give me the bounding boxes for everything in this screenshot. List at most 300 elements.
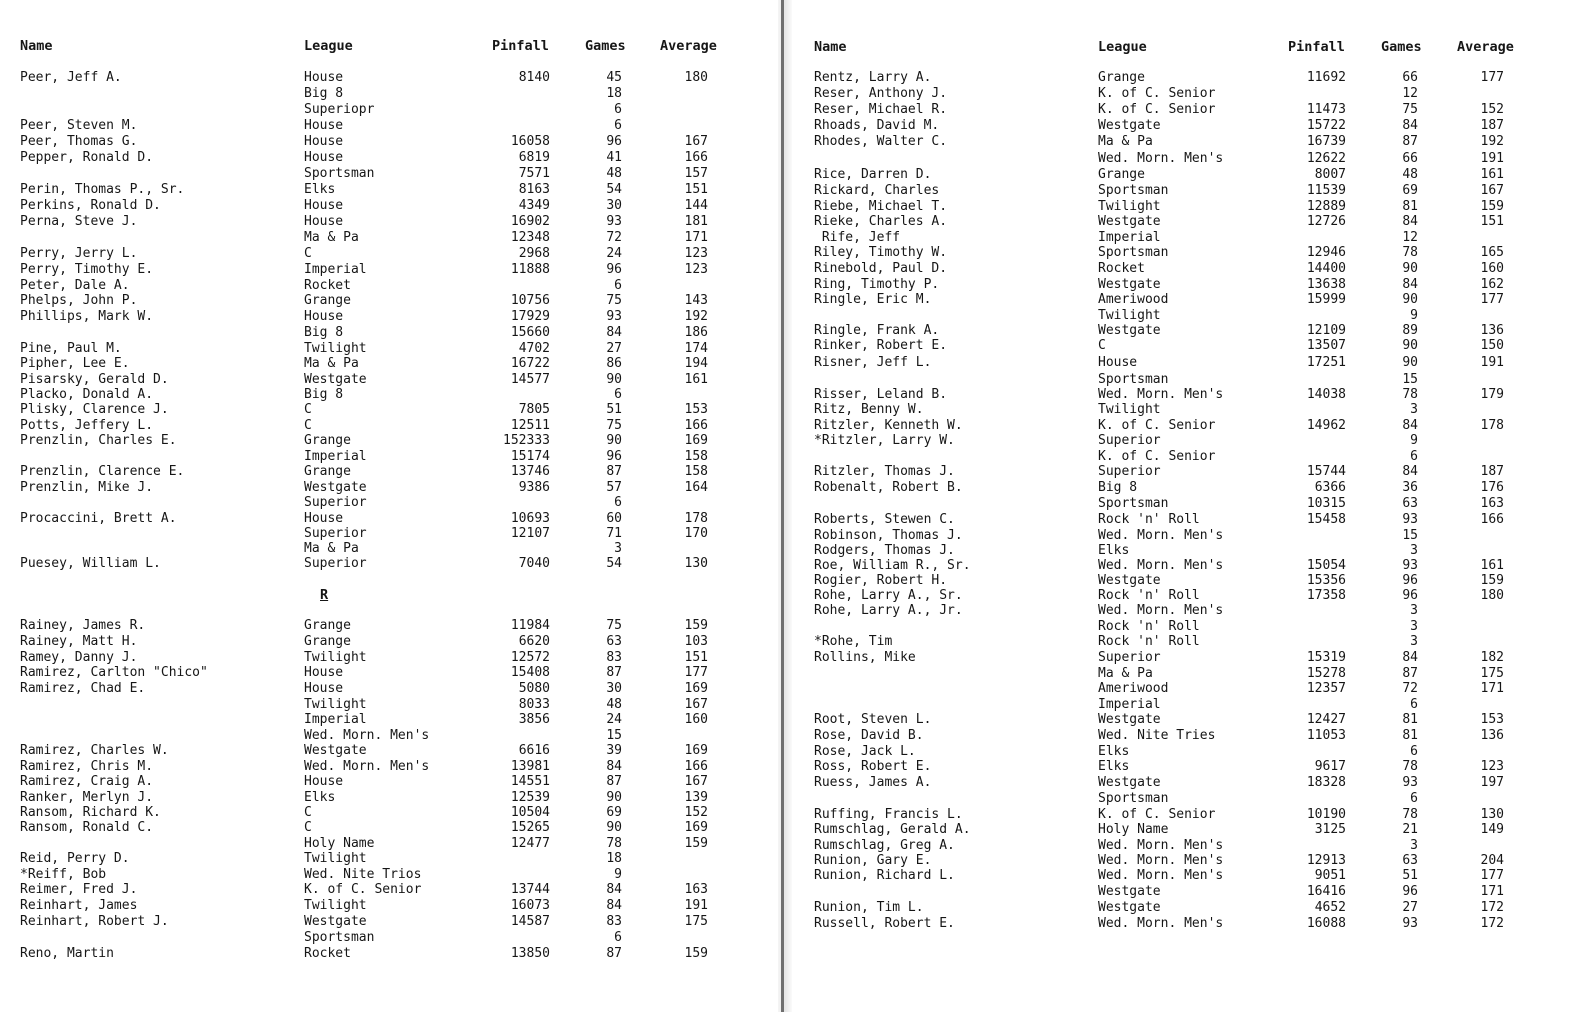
average-value: 167 xyxy=(684,697,708,712)
average-value: 160 xyxy=(684,712,708,727)
average-value: 169 xyxy=(684,433,708,448)
bowler-name: Ramirez, Chad E. xyxy=(20,681,146,696)
average-value: 159 xyxy=(1480,199,1504,214)
bowler-name: Reimer, Fred J. xyxy=(20,882,138,897)
average-value: 151 xyxy=(1480,214,1504,229)
bowler-name: Ramirez, Chris M. xyxy=(20,759,154,774)
bowler-name: Prenzlin, Mike J. xyxy=(20,480,154,495)
bowler-name: Reinhart, Robert J. xyxy=(20,914,169,929)
league-name: K. of C. Senior xyxy=(1098,807,1216,822)
pinfall-value: 10693 xyxy=(510,511,550,526)
pinfall-value: 14551 xyxy=(510,774,550,789)
league-name: Holy Name xyxy=(1098,822,1169,837)
pinfall-value: 12572 xyxy=(510,650,550,665)
table-row xyxy=(0,183,1590,199)
league-name: C xyxy=(304,805,312,820)
league-name: Sportsman xyxy=(304,930,375,945)
bowler-name: Pine, Paul M. xyxy=(20,341,122,356)
league-name: Twilight xyxy=(1098,402,1161,417)
games-value: 30 xyxy=(606,681,622,696)
average-value: 165 xyxy=(1480,245,1504,260)
league-name: Sportsman xyxy=(1098,372,1169,387)
pinfall-value: 6366 xyxy=(1314,480,1346,495)
league-name: Westgate xyxy=(1098,712,1161,727)
bowler-name: Phelps, John P. xyxy=(20,293,138,308)
league-name: House xyxy=(304,198,344,213)
table-row xyxy=(0,759,1590,775)
pinfall-value: 11053 xyxy=(1306,728,1346,743)
games-value: 3 xyxy=(1410,603,1418,618)
league-name: Grange xyxy=(304,433,351,448)
league-name: Imperial xyxy=(304,262,367,277)
bowler-name: Riley, Timothy W. xyxy=(814,245,948,260)
league-name: Superior xyxy=(1098,464,1161,479)
league-name: Big 8 xyxy=(304,325,344,340)
average-value: 169 xyxy=(684,820,708,835)
league-name: House xyxy=(1098,355,1138,370)
pinfall-value: 4652 xyxy=(1314,900,1346,915)
games-value: 54 xyxy=(606,556,622,571)
table-row xyxy=(0,372,1590,388)
average-value: 178 xyxy=(684,511,708,526)
bowler-name: Plisky, Clarence J. xyxy=(20,402,169,417)
games-value: 12 xyxy=(1402,86,1418,101)
pinfall-value: 14038 xyxy=(1306,387,1346,402)
bowler-name: Rife, Jeff xyxy=(814,230,901,245)
games-value: 57 xyxy=(606,480,622,495)
table-row xyxy=(0,775,1590,791)
league-name: Rock 'n' Roll xyxy=(1098,619,1200,634)
league-name: Grange xyxy=(304,618,351,633)
pinfall-value: 17929 xyxy=(510,309,550,324)
table-row xyxy=(0,838,1590,854)
games-value: 84 xyxy=(606,898,622,913)
pinfall-value: 16073 xyxy=(510,898,550,913)
bowler-name: Russell, Robert E. xyxy=(814,916,955,931)
average-value: 171 xyxy=(1480,681,1504,696)
league-name: Elks xyxy=(1098,543,1130,558)
table-row xyxy=(0,588,1590,604)
games-value: 87 xyxy=(606,946,622,961)
pinfall-value: 14400 xyxy=(1306,261,1346,276)
league-name: Holy Name xyxy=(304,836,375,851)
average-value: 136 xyxy=(1480,323,1504,338)
average-value: 166 xyxy=(684,759,708,774)
average-value: 167 xyxy=(684,134,708,149)
games-value: 90 xyxy=(606,820,622,835)
games-value: 81 xyxy=(1402,199,1418,214)
league-name: Superior xyxy=(1098,433,1161,448)
league-name: K. of C. Senior xyxy=(1098,102,1216,117)
bowler-name: Rainey, Matt H. xyxy=(20,634,138,649)
pinfall-value: 16722 xyxy=(510,356,550,371)
games-value: 83 xyxy=(606,650,622,665)
average-value: 130 xyxy=(684,556,708,571)
bowler-name: Rentz, Larry A. xyxy=(814,70,932,85)
pinfall-value: 12348 xyxy=(510,230,550,245)
bowler-name: Reid, Perry D. xyxy=(20,851,130,866)
games-value: 9 xyxy=(1410,308,1418,323)
games-value: 87 xyxy=(1402,134,1418,149)
average-value: 169 xyxy=(684,681,708,696)
bowler-name: Potts, Jeffery L. xyxy=(20,418,154,433)
bowler-name: Ransom, Ronald C. xyxy=(20,820,154,835)
league-name: Ma & Pa xyxy=(304,541,359,556)
bowler-name: Reser, Anthony J. xyxy=(814,86,948,101)
bowler-name: Perry, Timothy E. xyxy=(20,262,154,277)
bowler-name: Ruffing, Francis L. xyxy=(814,807,963,822)
pinfall-value: 17251 xyxy=(1306,355,1346,370)
bowler-name: Reser, Michael R. xyxy=(814,102,948,117)
pinfall-value: 12357 xyxy=(1306,681,1346,696)
games-value: 6 xyxy=(614,495,622,510)
bowler-name: Perkins, Ronald D. xyxy=(20,198,161,213)
bowler-name: Rogier, Robert H. xyxy=(814,573,948,588)
bowler-name: Phillips, Mark W. xyxy=(20,309,154,324)
games-value: 15 xyxy=(606,728,622,743)
table-row xyxy=(0,214,1590,230)
table-row xyxy=(0,418,1590,434)
bowler-name: Ross, Robert E. xyxy=(814,759,932,774)
games-value: 90 xyxy=(606,433,622,448)
league-name: Big 8 xyxy=(304,86,344,101)
average-value: 150 xyxy=(1480,338,1504,353)
league-name: Westgate xyxy=(1098,277,1161,292)
pinfall-value: 11984 xyxy=(510,618,550,633)
bowler-name: Rumschlag, Gerald A. xyxy=(814,822,971,837)
table-row xyxy=(0,712,1590,728)
table-row xyxy=(0,323,1590,339)
games-value: 93 xyxy=(1402,916,1418,931)
bowler-name: Prenzlin, Clarence E. xyxy=(20,464,185,479)
games-value: 69 xyxy=(1402,183,1418,198)
league-name: Sportsman xyxy=(1098,791,1169,806)
games-value: 15 xyxy=(1402,528,1418,543)
league-name: Wed. Morn. Men's xyxy=(1098,151,1224,166)
left-header-name: Name xyxy=(20,38,53,54)
league-name: K. of C. Senior xyxy=(1098,449,1216,464)
games-value: 72 xyxy=(1402,681,1418,696)
league-name: Ma & Pa xyxy=(304,356,359,371)
average-value: 177 xyxy=(1480,70,1504,85)
average-value: 164 xyxy=(684,480,708,495)
league-name: Superior xyxy=(304,495,367,510)
bowler-name: Runion, Tim L. xyxy=(814,900,924,915)
games-value: 48 xyxy=(1402,167,1418,182)
pinfall-value: 5080 xyxy=(518,681,550,696)
average-value: 172 xyxy=(1480,916,1504,931)
average-value: 158 xyxy=(684,449,708,464)
average-value: 159 xyxy=(684,836,708,851)
games-value: 63 xyxy=(1402,496,1418,511)
league-name: Westgate xyxy=(1098,775,1161,790)
league-name: House xyxy=(304,70,344,85)
average-value: 170 xyxy=(684,526,708,541)
table-row xyxy=(0,449,1590,465)
pinfall-value: 10504 xyxy=(510,805,550,820)
bowler-name: Rainey, James R. xyxy=(20,618,146,633)
pinfall-value: 16088 xyxy=(1306,916,1346,931)
average-value: 153 xyxy=(684,402,708,417)
league-name: Elks xyxy=(304,182,336,197)
games-value: 6 xyxy=(614,278,622,293)
average-value: 163 xyxy=(1480,496,1504,511)
table-row xyxy=(0,102,1590,118)
average-value: 181 xyxy=(684,214,708,229)
bowler-name: Ramirez, Craig A. xyxy=(20,774,154,789)
bowler-name: Perin, Thomas P., Sr. xyxy=(20,182,185,197)
average-value: 197 xyxy=(1480,775,1504,790)
bowler-name: Rodgers, Thomas J. xyxy=(814,543,955,558)
pinfall-value: 12946 xyxy=(1306,245,1346,260)
bowler-name: Perry, Jerry L. xyxy=(20,246,138,261)
league-name: Twilight xyxy=(304,898,367,913)
games-value: 90 xyxy=(1402,261,1418,276)
average-value: 171 xyxy=(684,230,708,245)
bowler-name: Risner, Jeff L. xyxy=(814,355,932,370)
bowler-name: Prenzlin, Charles E. xyxy=(20,433,177,448)
league-name: Wed. Morn. Men's xyxy=(1098,387,1224,402)
league-name: Grange xyxy=(304,464,351,479)
pinfall-value: 15265 xyxy=(510,820,550,835)
pinfall-value: 14587 xyxy=(510,914,550,929)
table-row xyxy=(0,338,1590,354)
average-value: 152 xyxy=(684,805,708,820)
games-value: 93 xyxy=(1402,512,1418,527)
league-name: Westgate xyxy=(1098,118,1161,133)
games-value: 81 xyxy=(1402,728,1418,743)
left-header-pinfall: Pinfall xyxy=(492,38,549,54)
games-value: 87 xyxy=(1402,666,1418,681)
average-value: 123 xyxy=(1480,759,1504,774)
league-name: House xyxy=(304,309,344,324)
league-name: Twilight xyxy=(304,650,367,665)
games-value: 39 xyxy=(606,743,622,758)
average-value: 161 xyxy=(1480,167,1504,182)
pinfall-value: 7040 xyxy=(518,556,550,571)
games-value: 78 xyxy=(1402,245,1418,260)
table-row xyxy=(0,900,1590,916)
average-value: 103 xyxy=(684,634,708,649)
games-value: 83 xyxy=(606,914,622,929)
league-name: House xyxy=(304,665,344,680)
games-value: 87 xyxy=(606,774,622,789)
average-value: 158 xyxy=(684,464,708,479)
league-name: Wed. Morn. Men's xyxy=(1098,558,1224,573)
left-header-league: League xyxy=(304,38,353,54)
bowler-name: Pepper, Ronald D. xyxy=(20,150,154,165)
pinfall-value: 7805 xyxy=(518,402,550,417)
table-row xyxy=(0,308,1590,324)
average-value: 178 xyxy=(1480,418,1504,433)
average-value: 160 xyxy=(1480,261,1504,276)
bowler-name: Ranker, Merlyn J. xyxy=(20,790,154,805)
table-row xyxy=(0,355,1590,371)
average-value: 174 xyxy=(684,341,708,356)
games-value: 3 xyxy=(1410,543,1418,558)
league-name: K. of C. Senior xyxy=(1098,418,1216,433)
games-value: 6 xyxy=(1410,744,1418,759)
pinfall-value: 6620 xyxy=(518,634,550,649)
pinfall-value: 3856 xyxy=(518,712,550,727)
bowler-name: Risser, Leland B. xyxy=(814,387,948,402)
pinfall-value: 11692 xyxy=(1306,70,1346,85)
league-name: House xyxy=(304,150,344,165)
games-value: 51 xyxy=(606,402,622,417)
league-name: Twilight xyxy=(304,851,367,866)
games-value: 18 xyxy=(606,86,622,101)
league-name: C xyxy=(304,402,312,417)
games-value: 21 xyxy=(1402,822,1418,837)
league-name: Ameriwood xyxy=(1098,681,1169,696)
table-row xyxy=(0,822,1590,838)
pinfall-value: 12622 xyxy=(1306,151,1346,166)
league-name: Imperial xyxy=(304,449,367,464)
games-value: 6 xyxy=(1410,697,1418,712)
average-value: 161 xyxy=(1480,558,1504,573)
average-value: 163 xyxy=(684,882,708,897)
games-value: 36 xyxy=(1402,480,1418,495)
table-row xyxy=(0,464,1590,480)
games-value: 12 xyxy=(1402,230,1418,245)
pinfall-value: 15278 xyxy=(1306,666,1346,681)
table-row xyxy=(0,543,1590,559)
games-value: 72 xyxy=(606,230,622,245)
games-value: 60 xyxy=(606,511,622,526)
games-value: 84 xyxy=(1402,118,1418,133)
right-header-name: Name xyxy=(814,39,847,55)
table-row xyxy=(0,118,1590,134)
average-value: 191 xyxy=(684,898,708,913)
bowler-name: Pisarsky, Gerald D. xyxy=(20,372,169,387)
right-header-pinfall: Pinfall xyxy=(1288,39,1345,55)
table-row xyxy=(0,666,1590,682)
average-value: 144 xyxy=(684,198,708,213)
pinfall-value: 15458 xyxy=(1306,512,1346,527)
league-name: Wed. Morn. Men's xyxy=(1098,838,1224,853)
bowler-name: Robinson, Thomas J. xyxy=(814,528,963,543)
average-value: 166 xyxy=(1480,512,1504,527)
average-value: 172 xyxy=(1480,900,1504,915)
table-row xyxy=(0,573,1590,589)
games-value: 30 xyxy=(606,198,622,213)
bowler-name: Peter, Dale A. xyxy=(20,278,130,293)
right-header-league: League xyxy=(1098,39,1147,55)
bowler-name: Rose, Jack L. xyxy=(814,744,916,759)
pinfall-value: 11539 xyxy=(1306,183,1346,198)
league-name: House xyxy=(304,214,344,229)
league-name: Westgate xyxy=(304,743,367,758)
league-name: Sportsman xyxy=(1098,183,1169,198)
average-value: 130 xyxy=(1480,807,1504,822)
league-name: Westgate xyxy=(1098,884,1161,899)
games-value: 75 xyxy=(1402,102,1418,117)
bowler-name: Ringle, Eric M. xyxy=(814,292,932,307)
bowler-name: Peer, Jeff A. xyxy=(20,70,122,85)
table-row xyxy=(0,512,1590,528)
pinfall-value: 15722 xyxy=(1306,118,1346,133)
average-value: 123 xyxy=(684,262,708,277)
games-value: 84 xyxy=(606,882,622,897)
league-name: House xyxy=(304,118,344,133)
games-value: 18 xyxy=(606,851,622,866)
league-name: Imperial xyxy=(1098,697,1161,712)
games-value: 75 xyxy=(606,618,622,633)
table-row xyxy=(0,199,1590,215)
league-name: Wed. Morn. Men's xyxy=(304,728,430,743)
league-name: Twilight xyxy=(304,697,367,712)
average-value: 159 xyxy=(1480,573,1504,588)
league-name: C xyxy=(304,820,312,835)
pinfall-value: 13746 xyxy=(510,464,550,479)
games-value: 24 xyxy=(606,246,622,261)
league-name: K. of C. Senior xyxy=(304,882,422,897)
games-value: 63 xyxy=(1402,853,1418,868)
games-value: 93 xyxy=(1402,775,1418,790)
bowler-name: Reinhart, James xyxy=(20,898,138,913)
average-value: 179 xyxy=(1480,387,1504,402)
games-value: 66 xyxy=(1402,70,1418,85)
league-name: Twilight xyxy=(1098,199,1161,214)
games-value: 96 xyxy=(1402,573,1418,588)
league-name: Big 8 xyxy=(1098,480,1138,495)
games-value: 41 xyxy=(606,150,622,165)
games-value: 3 xyxy=(1410,838,1418,853)
average-value: 157 xyxy=(684,166,708,181)
right-header-average: Average xyxy=(1457,39,1514,55)
pinfall-value: 13744 xyxy=(510,882,550,897)
league-name: Westgate xyxy=(1098,573,1161,588)
table-row xyxy=(0,70,1590,86)
games-value: 93 xyxy=(1402,558,1418,573)
games-value: 84 xyxy=(1402,650,1418,665)
pinfall-value: 8007 xyxy=(1314,167,1346,182)
table-row xyxy=(0,277,1590,293)
games-value: 87 xyxy=(606,464,622,479)
league-name: Westgate xyxy=(1098,900,1161,915)
games-value: 96 xyxy=(606,262,622,277)
table-row xyxy=(0,261,1590,277)
league-name: Rock 'n' Roll xyxy=(1098,588,1200,603)
pinfall-value: 10315 xyxy=(1306,496,1346,511)
table-row xyxy=(0,558,1590,574)
bowler-name: Rose, David B. xyxy=(814,728,924,743)
table-row xyxy=(0,151,1590,167)
pinfall-value: 12539 xyxy=(510,790,550,805)
games-value: 90 xyxy=(1402,338,1418,353)
bowler-name: Rickard, Charles xyxy=(814,183,940,198)
games-value: 90 xyxy=(1402,292,1418,307)
games-value: 87 xyxy=(606,665,622,680)
average-value: 167 xyxy=(684,774,708,789)
games-value: 3 xyxy=(1410,402,1418,417)
league-name: Wed. Morn. Men's xyxy=(1098,868,1224,883)
bowler-name: Runion, Gary E. xyxy=(814,853,932,868)
league-name: K. of C. Senior xyxy=(1098,86,1216,101)
table-row xyxy=(0,634,1590,650)
games-value: 90 xyxy=(606,372,622,387)
table-row xyxy=(0,387,1590,403)
average-value: 175 xyxy=(1480,666,1504,681)
games-value: 63 xyxy=(606,634,622,649)
league-name: Westgate xyxy=(1098,323,1161,338)
left-header-average: Average xyxy=(660,38,717,54)
pinfall-value: 16902 xyxy=(510,214,550,229)
pinfall-value: 13638 xyxy=(1306,277,1346,292)
pinfall-value: 4349 xyxy=(518,198,550,213)
average-value: 186 xyxy=(684,325,708,340)
pinfall-value: 12477 xyxy=(510,836,550,851)
